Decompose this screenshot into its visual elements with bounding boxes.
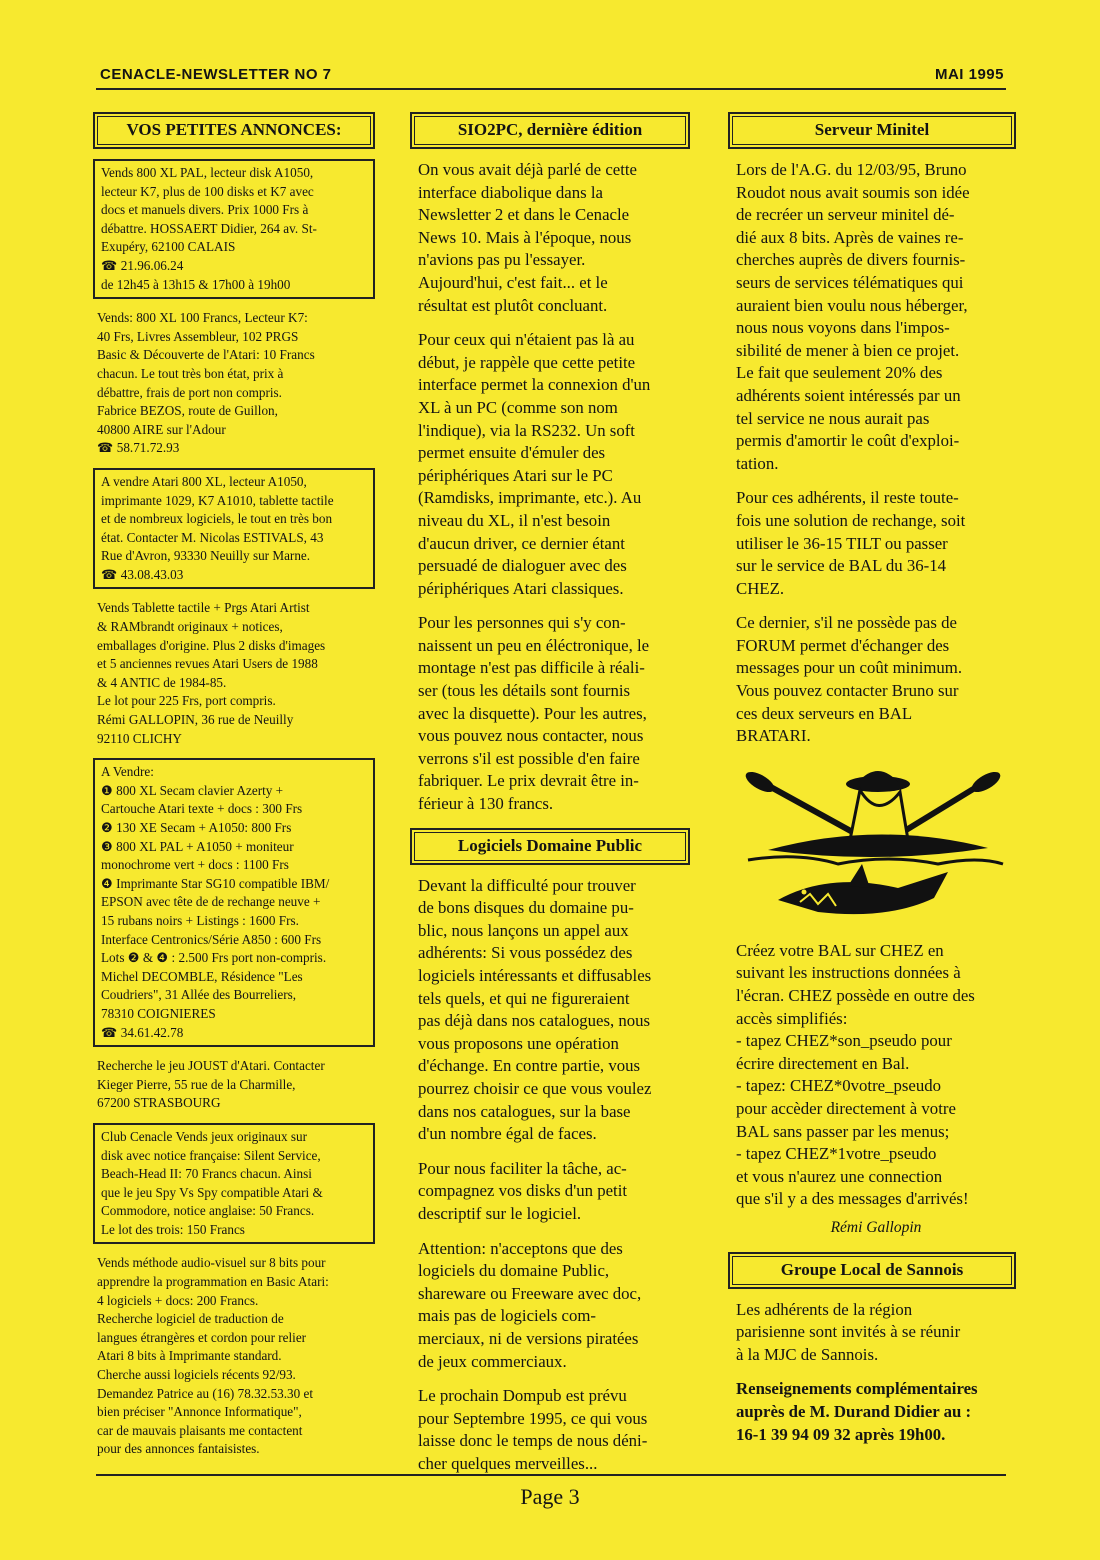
text-line: Kieger Pierre, 55 rue de la Charmille, bbox=[97, 1076, 296, 1092]
text-line: et de nombreux logiciels, le tout en très bon bbox=[101, 511, 333, 527]
paragraph bbox=[418, 159, 690, 317]
text-line: début, je rappèle que cette petite bbox=[418, 352, 636, 372]
text-line: - tapez CHEZ*1votre_pseudo bbox=[736, 1144, 937, 1164]
text-line: mais pas de logiciels com- bbox=[418, 1306, 597, 1326]
classified-ad bbox=[93, 1123, 375, 1245]
text-line: et 5 anciennes revues Atari Users de 1988 bbox=[97, 656, 318, 672]
text-line: Renseignements complémentaires bbox=[736, 1379, 978, 1399]
minitel-article-continued bbox=[736, 940, 1016, 1240]
text-line: interface permet la connexion d'un bbox=[418, 375, 651, 395]
text-line: BRATARI. bbox=[736, 726, 811, 746]
text-line: débattre, frais de port non compris. bbox=[97, 384, 282, 400]
text-line: monochrome vert + docs : 1100 Frs bbox=[101, 857, 289, 873]
kayak bbox=[768, 834, 988, 857]
text-line: interface diabolique dans la bbox=[418, 182, 603, 202]
text-line: permis d'amortir le coût d'exploi- bbox=[736, 431, 960, 451]
text-line: débattre. HOSSAERT Didier, 264 av. St- bbox=[101, 220, 317, 236]
paragraph bbox=[418, 875, 690, 1146]
text-line: Vends: 800 XL 100 Francs, Lecteur K7: bbox=[97, 310, 308, 326]
text-line: Le lot pour 225 Frs, port compris. bbox=[97, 693, 276, 709]
text-line: l'indique), via la RS232. Un soft bbox=[418, 420, 635, 440]
text-line: Le prochain Dompub est prévu bbox=[418, 1386, 627, 1406]
text-line: (Ramdisks, imprimante, etc.). Au bbox=[418, 488, 642, 508]
paddle-blade-left bbox=[743, 768, 778, 796]
text-line: naissent un peu en éléctronique, le bbox=[418, 635, 650, 655]
text-line: 40 Frs, Livres Assembleur, 102 PRGS bbox=[97, 328, 299, 344]
text-line: sur le service de BAL du 36-14 bbox=[736, 556, 947, 576]
text-line: ❷ 130 XE Secam + A1050: 800 Frs bbox=[101, 820, 292, 835]
hat-crown bbox=[858, 771, 898, 782]
text-line: Atari 8 bits à Imprimante standard. bbox=[97, 1348, 282, 1364]
text-line: News 10. Mais à l'époque, nous bbox=[418, 227, 632, 247]
paragraph bbox=[418, 1238, 690, 1374]
text-line: - tapez CHEZ*son_pseudo pour bbox=[736, 1031, 952, 1051]
text-line: FORUM permet d'échanger des bbox=[736, 635, 950, 655]
text-line: l'écran. CHEZ possède en outre des bbox=[736, 986, 975, 1006]
text-line: ❸ 800 XL PAL + A1050 + moniteur bbox=[101, 838, 294, 854]
text-line: pour accèder directement à votre bbox=[736, 1099, 956, 1118]
issue-date: MAI 1995 bbox=[934, 66, 1004, 83]
text-line: verrons s'il est possible d'en faire bbox=[418, 748, 640, 768]
text-line: Rue d'Avron, 93330 Neuilly sur Marne. bbox=[101, 548, 311, 564]
text-line: pas déjà dans nos catalogues, nous bbox=[418, 1011, 651, 1031]
text-line: Devant la difficulté pour trouver bbox=[418, 875, 636, 895]
paragraph bbox=[418, 329, 690, 600]
classified-ad bbox=[97, 599, 373, 748]
text-line: périphériques Atari sur le PC bbox=[418, 465, 613, 485]
text-line: ☎ 34.61.42.78 bbox=[101, 1024, 184, 1040]
domaine-public-heading: Logiciels Domaine Public bbox=[410, 828, 690, 865]
text-line: Roudot nous avait soumis son idée bbox=[736, 182, 970, 202]
text-line: 4 logiciels + docs: 200 Francs. bbox=[97, 1292, 259, 1308]
text-line: de recréer un serveur minitel dé- bbox=[736, 205, 955, 225]
text-line: fois une solution de rechange, soit bbox=[736, 510, 966, 530]
text-line: XL à un PC (comme son nom bbox=[418, 397, 618, 417]
text-line: auraient bien voulu nous héberger, bbox=[736, 295, 968, 315]
classified-ad bbox=[93, 468, 375, 590]
page-number: Page 3 bbox=[520, 1484, 580, 1509]
classified-ad bbox=[93, 159, 375, 299]
text-line: Vous pouvez contacter Bruno sur bbox=[736, 681, 959, 701]
text-line: que le jeu Spy Vs Spy compatible Atari & bbox=[101, 1184, 323, 1200]
text-line: Fabrice BEZOS, route de Guillon, bbox=[97, 403, 278, 419]
text-line: de bons disques du domaine pu- bbox=[418, 898, 634, 918]
text-line: ☎ 21.96.06.24 bbox=[101, 257, 184, 273]
text-line: CHEZ. bbox=[736, 578, 785, 598]
domaine-public-article bbox=[418, 875, 690, 1476]
text-line: ❶ 800 XL Secam clavier Azerty + bbox=[101, 782, 284, 798]
text-line: ☎ 43.08.43.03 bbox=[101, 566, 184, 582]
text-line: Cartouche Atari texte + docs : 300 Frs bbox=[101, 801, 303, 817]
text-line: 15 rubans noirs + Listings : 1600 Frs. bbox=[101, 912, 299, 928]
shark-fin bbox=[848, 864, 870, 888]
paragraph bbox=[736, 1378, 1016, 1446]
text-line: seurs de services télématiques qui bbox=[736, 272, 964, 292]
text-line: suivant les instructions données à bbox=[736, 963, 961, 983]
text-line: auprès de M. Durand Didier au : bbox=[736, 1401, 972, 1421]
text-line: dié aux 8 bits. Après de vaines re- bbox=[736, 227, 964, 247]
wave-line bbox=[748, 857, 1003, 864]
text-line: de jeux commerciaux. bbox=[418, 1351, 567, 1371]
text-line: blic, nous lançons un appel aux bbox=[418, 920, 629, 940]
text-line: 78310 COIGNIERES bbox=[101, 1005, 216, 1021]
classifieds-heading: VOS PETITES ANNONCES: bbox=[93, 112, 375, 149]
text-line: Basic & Découverte de l'Atari: 10 Francs bbox=[97, 347, 315, 363]
text-line: dans nos catalogues, sur la base bbox=[418, 1101, 631, 1121]
text-line: férieur à 130 francs. bbox=[418, 794, 554, 814]
person-body bbox=[850, 790, 908, 840]
text-line: langues étrangères et cordon pour relier bbox=[97, 1329, 307, 1345]
footer-rule bbox=[96, 1474, 1006, 1476]
text-line: utiliser le 36-15 TILT ou passer bbox=[736, 533, 948, 553]
text-line: montage n'est pas difficile à réali- bbox=[418, 658, 645, 678]
text-line: nous nous voyons dans l'impos- bbox=[736, 318, 950, 338]
text-line: & RAMbrandt originaux + notices, bbox=[97, 619, 283, 635]
paragraph bbox=[736, 612, 1016, 748]
text-line: Recherche logiciel de traduction de bbox=[97, 1311, 284, 1327]
newsletter-title: CENACLE-NEWSLETTER NO 7 bbox=[100, 66, 332, 83]
text-line: chacun. Le tout très bon état, prix à bbox=[97, 365, 284, 381]
text-line: Pour ces adhérents, il reste toute- bbox=[736, 488, 959, 508]
text-line: & 4 ANTIC de 1984-85. bbox=[97, 674, 227, 690]
text-line: logiciels du domaine Public, bbox=[418, 1261, 610, 1281]
text-line: laisse donc le temps de nous déni- bbox=[418, 1431, 648, 1451]
text-line: cherches auprès de divers fournis- bbox=[736, 250, 966, 270]
text-line: emballages d'origine. Plus 2 disks d'images bbox=[97, 637, 326, 653]
classifieds-column bbox=[93, 112, 375, 1469]
text-line: sibilité de mener à bien ce projet. bbox=[736, 340, 960, 360]
text-line: adhérents soient intéressés par un bbox=[736, 385, 961, 405]
text-line: Exupéry, 62100 CALAIS bbox=[101, 239, 236, 255]
text-line: Recherche le jeu JOUST d'Atari. Contacter bbox=[97, 1058, 325, 1074]
paragraph bbox=[736, 159, 1016, 475]
text-line: Vends méthode audio-visuel sur 8 bits pour bbox=[97, 1255, 326, 1271]
text-line: Club Cenacle Vends jeux originaux sur bbox=[101, 1128, 307, 1144]
text-line: On vous avait déjà parlé de cette bbox=[418, 160, 637, 179]
text-line: Lots ❷ & ❹ : 2.500 Frs port non-compris. bbox=[101, 950, 327, 966]
text-line: apprendre la programmation en Basic Atari: bbox=[97, 1274, 329, 1290]
text-line: Vends Tablette tactile + Prgs Atari Artist bbox=[97, 600, 310, 616]
text-line: Aujourd'hui, c'est fait... et le bbox=[418, 272, 608, 292]
text-line: logiciels intéressants et diffusables bbox=[418, 966, 652, 985]
sio2pc-heading: SIO2PC, dernière édition bbox=[410, 112, 690, 149]
classified-ad bbox=[97, 1057, 373, 1113]
text-line: Vends 800 XL PAL, lecteur disk A1050, bbox=[101, 165, 314, 180]
text-line: pourrez choisir ce que vous voulez bbox=[418, 1078, 652, 1098]
text-line: Le lot des trois: 150 Francs bbox=[101, 1221, 245, 1237]
text-line: merciaux, ni de versions piratées bbox=[418, 1328, 639, 1348]
text-line: d'échange. En contre partie, vous bbox=[418, 1056, 641, 1076]
text-line: A vendre Atari 800 XL, lecteur A1050, bbox=[101, 473, 307, 489]
text-line: Rémi GALLOPIN, 36 rue de Neuilly bbox=[97, 712, 294, 728]
text-line: Pour ceux qui n'étaient pas là au bbox=[418, 330, 635, 350]
text-line: ser (tous les détails sont fournis bbox=[418, 681, 631, 701]
text-line: Coudriers", 31 Allée des Bourreliers, bbox=[101, 987, 297, 1003]
paragraph bbox=[736, 487, 1016, 600]
shark-eye bbox=[802, 889, 807, 894]
paragraph bbox=[418, 612, 690, 815]
article-column-center bbox=[410, 112, 690, 1487]
text-line: Cherche aussi logiciels récents 92/93. bbox=[97, 1367, 296, 1383]
text-line: messages pour un coût minimum. bbox=[736, 658, 963, 678]
text-line: - tapez: CHEZ*0votre_pseudo bbox=[736, 1076, 942, 1096]
text-line: de 12h45 à 13h15 & 17h00 à 19h00 bbox=[101, 276, 291, 292]
text-line: Le fait que seulement 20% des bbox=[736, 363, 943, 383]
text-line: écrire directement en Bal. bbox=[736, 1053, 910, 1073]
classified-ad bbox=[97, 1254, 373, 1459]
text-line: Interface Centronics/Série A850 : 600 Frs bbox=[101, 931, 322, 947]
text-line: vous proposons une opération bbox=[418, 1033, 619, 1053]
text-line: Beach-Head II: 70 Francs chacun. Ainsi bbox=[101, 1166, 312, 1182]
text-line: à la MJC de Sannois. bbox=[736, 1344, 879, 1364]
text-line: que s'il y a des messages d'arrivés! bbox=[736, 1189, 969, 1209]
text-line: persuadé de dialoguer avec des bbox=[418, 556, 627, 576]
text-line: adhérents: Si vous possédez des bbox=[418, 943, 633, 963]
text-line: état. Contacter M. Nicolas ESTIVALS, 43 bbox=[101, 529, 324, 545]
sannois-heading: Groupe Local de Sannois bbox=[728, 1252, 1016, 1289]
text-line: BAL sans passer par les menus; bbox=[736, 1121, 950, 1141]
sannois-article bbox=[736, 1299, 1016, 1447]
text-line: ces deux serveurs en BAL bbox=[736, 703, 913, 723]
text-line: cher quelques merveilles... bbox=[418, 1453, 598, 1473]
article-column-right bbox=[728, 112, 1016, 1458]
text-line: Newsletter 2 et dans le Cenacle bbox=[418, 205, 630, 225]
sio2pc-article bbox=[418, 159, 690, 816]
text-line: Attention: n'acceptons que des bbox=[418, 1238, 623, 1258]
text-line: 40800 AIRE sur l'Adour bbox=[97, 421, 226, 437]
text-line: ☎ 58.71.72.93 bbox=[97, 440, 180, 456]
minitel-article bbox=[736, 159, 1016, 748]
text-line: ❹ Imprimante Star SG10 compatible IBM/ bbox=[101, 875, 330, 891]
text-line: d'aucun driver, ce dernier étant bbox=[418, 533, 625, 553]
text-line: docs et manuels divers. Prix 1000 Frs à bbox=[101, 202, 309, 218]
text-line: disk avec notice française: Silent Service, bbox=[101, 1147, 321, 1163]
paragraph bbox=[736, 940, 1016, 1211]
text-line: A Vendre: bbox=[101, 764, 154, 780]
paragraph bbox=[418, 1158, 690, 1226]
text-line: tation. bbox=[736, 453, 779, 473]
text-line: Pour nous faciliter la tâche, ac- bbox=[418, 1158, 627, 1178]
paragraph bbox=[736, 1299, 1016, 1367]
text-line: Ce dernier, s'il ne possède pas de bbox=[736, 613, 957, 633]
kayak-shark-illustration bbox=[738, 760, 1008, 930]
signature: Rémi Gallopin bbox=[830, 1218, 922, 1236]
text-line: d'un nombre égal de faces. bbox=[418, 1124, 597, 1144]
text-line: 67200 STRASBOURG bbox=[97, 1095, 221, 1111]
text-line: compagnez vos disks d'un petit bbox=[418, 1181, 628, 1201]
text-line: bien préciser "Annonce Informatique", bbox=[97, 1404, 302, 1420]
text-line: n'avions pas pu l'essayer. bbox=[418, 250, 586, 270]
text-line: shareware ou Freeware avec doc, bbox=[418, 1283, 642, 1303]
text-line: tel service ne nous aurait pas bbox=[736, 408, 930, 428]
text-line: descriptif sur le logiciel. bbox=[418, 1203, 582, 1223]
text-line: imprimante 1029, K7 A1010, tablette tactile bbox=[101, 492, 334, 508]
text-line: 16-1 39 94 09 32 après 19h00. bbox=[736, 1424, 946, 1444]
paragraph bbox=[418, 1385, 690, 1475]
text-line: Commodore, notice anglaise: 50 Francs. bbox=[101, 1203, 315, 1219]
classified-ad bbox=[97, 309, 373, 458]
text-line: Créez votre BAL sur CHEZ en bbox=[736, 940, 944, 960]
text-line: niveau du XL, il n'est besoin bbox=[418, 510, 611, 530]
text-line: 92110 CLICHY bbox=[97, 730, 182, 746]
text-line: vous pouvez nous contacter, nous bbox=[418, 726, 644, 746]
text-line: Demandez Patrice au (16) 78.32.53.30 et bbox=[97, 1385, 314, 1401]
text-line: Michel DECOMBLE, Résidence "Les bbox=[101, 968, 303, 984]
text-line: fabriquer. Le prix devrait être in- bbox=[418, 771, 639, 791]
text-line: Pour les personnes qui s'y con- bbox=[418, 613, 626, 633]
minitel-heading: Serveur Minitel bbox=[728, 112, 1016, 149]
text-line: résultat est plutôt concluant. bbox=[418, 295, 608, 315]
text-line: et vous n'aurez une connection bbox=[736, 1166, 943, 1186]
text-line: avec la disquette). Pour les autres, bbox=[418, 703, 647, 723]
text-line: Les adhérents de la région bbox=[736, 1299, 913, 1319]
text-line: périphériques Atari classiques. bbox=[418, 578, 624, 598]
text-line: parisienne sont invités à se réunir bbox=[736, 1322, 961, 1342]
text-line: lecteur K7, plus de 100 disks et K7 avec bbox=[101, 183, 314, 199]
text-line: permet ensuite d'émuler des bbox=[418, 443, 606, 463]
text-line: accès simplifiés: bbox=[736, 1008, 848, 1028]
header-rule bbox=[96, 88, 1006, 90]
text-line: EPSON avec tête de de rechange neuve + bbox=[101, 894, 321, 910]
text-line: Lors de l'A.G. du 12/03/95, Bruno bbox=[736, 160, 967, 179]
text-line: pour des annonces fantaisistes. bbox=[97, 1441, 260, 1457]
text-line: pour Septembre 1995, ce qui vous bbox=[418, 1408, 648, 1428]
classified-ad bbox=[93, 758, 375, 1047]
text-line: car de mauvais plaisants me contactent bbox=[97, 1422, 303, 1438]
text-line: tels quels, et qui ne figureraient bbox=[418, 988, 630, 1008]
